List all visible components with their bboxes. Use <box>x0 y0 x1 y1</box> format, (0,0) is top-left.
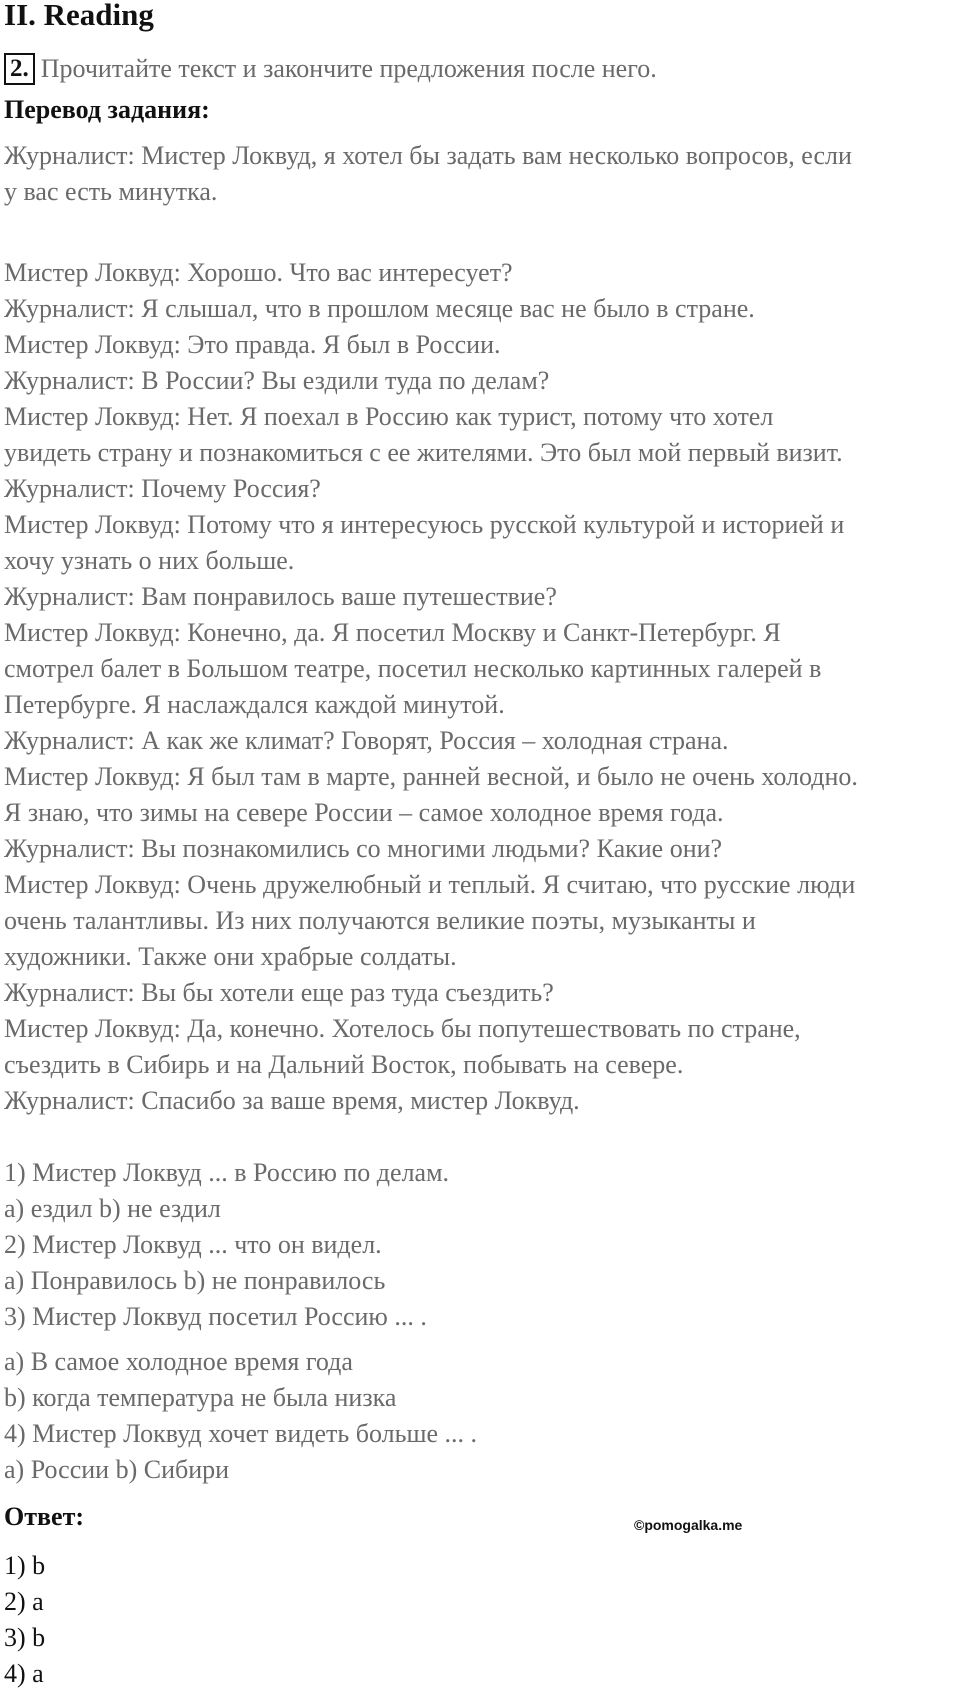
answer-heading: Ответ: <box>4 1502 85 1531</box>
question-line: a) В самое холодное время года <box>4 1347 353 1376</box>
questions-part-2 <box>4 1344 959 1488</box>
question-line: 3) Мистер Локвуд посетил Россию ... . <box>4 1302 427 1331</box>
dialogue-line: Журналист: Почему Россия? <box>4 474 321 503</box>
dialogue-line: Журналист: В России? Вы ездили туда по делам? <box>4 366 550 395</box>
dialogue-line: Мистер Локвуд: Потому что я интересуюсь русской культурой и историей и <box>4 510 845 539</box>
dialogue-line: увидеть страну и познакомиться с ее жителями. Это был мой первый визит. <box>4 438 843 467</box>
section-title: II. Reading <box>4 0 154 32</box>
dialogue-line: Петербурге. Я наслаждался каждой минутой. <box>4 690 505 719</box>
intro-paragraph <box>4 138 959 210</box>
text-line: у вас есть минутка. <box>4 177 218 206</box>
dialogue-line: Мистер Локвуд: Да, конечно. Хотелось бы попутешествовать по стране, <box>4 1014 801 1043</box>
question-line: a) ездил b) не ездил <box>4 1194 221 1223</box>
answer-line: 1) b <box>4 1551 46 1580</box>
watermark: ©pomogalka.me <box>634 1517 743 1533</box>
question-line: 2) Мистер Локвуд ... что он видел. <box>4 1230 382 1259</box>
question-line: a) России b) Сибири <box>4 1455 230 1484</box>
answer-line: 4) a <box>4 1659 44 1688</box>
dialogue-line: Журналист: Вы познакомились со многими людьми? Какие они? <box>4 834 723 863</box>
text-line: Журналист: Мистер Локвуд, я хотел бы задать вам несколько вопросов, если <box>4 141 852 170</box>
dialogue-line: Мистер Локвуд: Очень дружелюбный и теплый. Я считаю, что русские люди <box>4 870 856 899</box>
dialogue-text <box>4 255 959 1119</box>
dialogue-line: Я знаю, что зимы на севере России – самое холодное время года. <box>4 798 724 827</box>
question-line: b) когда температура не была низка <box>4 1383 397 1412</box>
answer-line: 3) b <box>4 1623 46 1652</box>
dialogue-line: смотрел балет в Большом театре, посетил несколько картинных галерей в <box>4 654 822 683</box>
dialogue-line: Журналист: Вы бы хотели еще раз туда съездить? <box>4 978 554 1007</box>
question-line: 4) Мистер Локвуд хочет видеть больше ... . <box>4 1419 478 1448</box>
answer-line: 2) a <box>4 1587 44 1616</box>
task-instruction <box>4 52 657 86</box>
question-line: 1) Мистер Локвуд ... в Россию по делам. <box>4 1158 450 1187</box>
answers-list <box>4 1548 959 1692</box>
dialogue-line: Журналист: А как же климат? Говорят, Россия – холодная страна. <box>4 726 729 755</box>
dialogue-line: Мистер Локвуд: Нет. Я поехал в Россию как турист, потому что хотел <box>4 402 774 431</box>
questions-part-1 <box>4 1155 959 1335</box>
dialogue-line: Мистер Локвуд: Это правда. Я был в России. <box>4 330 501 359</box>
task-number-box: 2. <box>4 53 35 85</box>
question-line: a) Понравилось b) не понравилось <box>4 1266 386 1295</box>
dialogue-line: Мистер Локвуд: Я был там в марте, ранней весной, и было не очень холодно. <box>4 762 858 791</box>
dialogue-line: очень талантливы. Из них получаются великие поэты, музыканты и <box>4 906 756 935</box>
dialogue-line: Мистер Локвуд: Хорошо. Что вас интересует? <box>4 258 513 287</box>
dialogue-line: Журналист: Спасибо за ваше время, мистер Локвуд. <box>4 1086 580 1115</box>
dialogue-line: хочу узнать о них больше. <box>4 546 295 575</box>
dialogue-line: Мистер Локвуд: Конечно, да. Я посетил Москву и Санкт-Петербург. Я <box>4 618 781 647</box>
dialogue-line: Журналист: Вам понравилось ваше путешествие? <box>4 582 557 611</box>
dialogue-line: художники. Также они храбрые солдаты. <box>4 942 457 971</box>
dialogue-line: съездить в Сибирь и на Дальний Восток, побывать на севере. <box>4 1050 684 1079</box>
task-instruction-text: Прочитайте текст и закончите предложения после него. <box>40 54 657 83</box>
dialogue-line: Журналист: Я слышал, что в прошлом месяце вас не было в стране. <box>4 294 755 323</box>
translation-heading: Перевод задания: <box>4 95 210 124</box>
